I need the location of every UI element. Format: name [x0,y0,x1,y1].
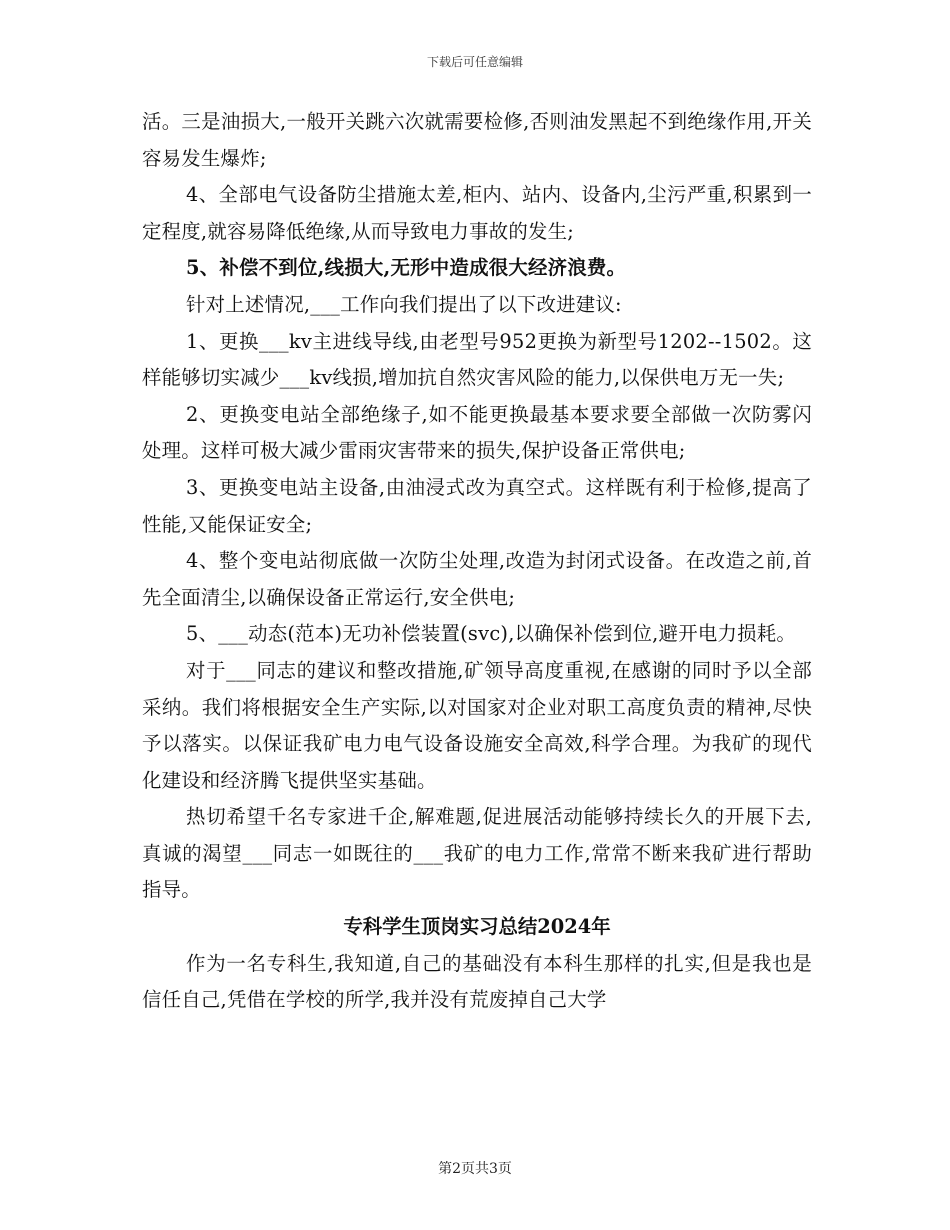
document-body [142,104,812,1019]
paragraph-adoption: 对于___同志的建议和整改措施,矿领导高度重视,在感谢的同时予以全部采纳。我们将根据安全生产实际,以对国家对企业对职工高度负责的精神,尽快予以落实。以保证我矿电力电气设备设施安全高效,科学合理。为我矿的现代化建设和经济腾飞提供坚实基础。 [142,658,812,792]
page-footer-number: 第2页共3页 [438,1161,512,1177]
paragraph-suggestion-3: 3、更换变电站主设备,由油浸式改为真空式。这样既有利于检修,提高了性能,又能保证安全; [142,475,812,536]
paragraph-closing-wish: 热切希望千名专家进千企,解难题,促进展活动能够持续长久的开展下去,真诚的渴望___同志一如既往的___我矿的电力工作,常常不断来我矿进行帮助指导。 [142,805,812,902]
paragraph-oil-loss: 活。三是油损大,一般开关跳六次就需要检修,否则油发黑起不到绝缘作用,开关容易发生爆炸; [142,110,812,170]
section-title: 专科学生顶岗实习总结2024年 [343,915,611,939]
paragraph-suggestion-5: 5、___动态(范本)无功补偿装置(svc),以确保补偿到位,避开电力损耗。 [186,622,797,646]
paragraph-suggestion-4: 4、整个变电站彻底做一次防尘处理,改造为封闭式设备。在改造之前,首先全面清尘,以确保设备正常运行,安全供电; [142,549,812,609]
page-header-note: 下载后可任意编辑 [426,55,523,69]
paragraph-suggestion-1: 1、更换___kv主进线导线,由老型号952更换为新型号1202--1502。这样能够切实减少___kv线损,增加抗自然灾害风险的能力,以保供电万无一失; [142,329,812,390]
paragraph-internship-intro: 作为一名专科生,我知道,自己的基础没有本科生那样的扎实,但是我也是信任自己,凭借在学校的所学,我并没有荒废掉自己大学 [142,951,812,1012]
paragraph-compensation-issue: 5、补偿不到位,线损大,无形中造成很大经济浪费。 [186,256,627,280]
paragraph-suggestions-intro: 针对上述情况,___工作向我们提出了以下改进建议: [186,292,622,316]
paragraph-dust-protection: 4、全部电气设备防尘措施太差,柜内、站内、设备内,尘污严重,积累到一定程度,就容易降低绝缘,从而导致电力事故的发生; [142,183,812,243]
paragraph-suggestion-2: 2、更换变电站全部绝缘子,如不能更换最基本要求要全部做一次防雾闪处理。这样可极大减少雷雨灾害带来的损失,保护设备正常供电; [142,402,812,463]
